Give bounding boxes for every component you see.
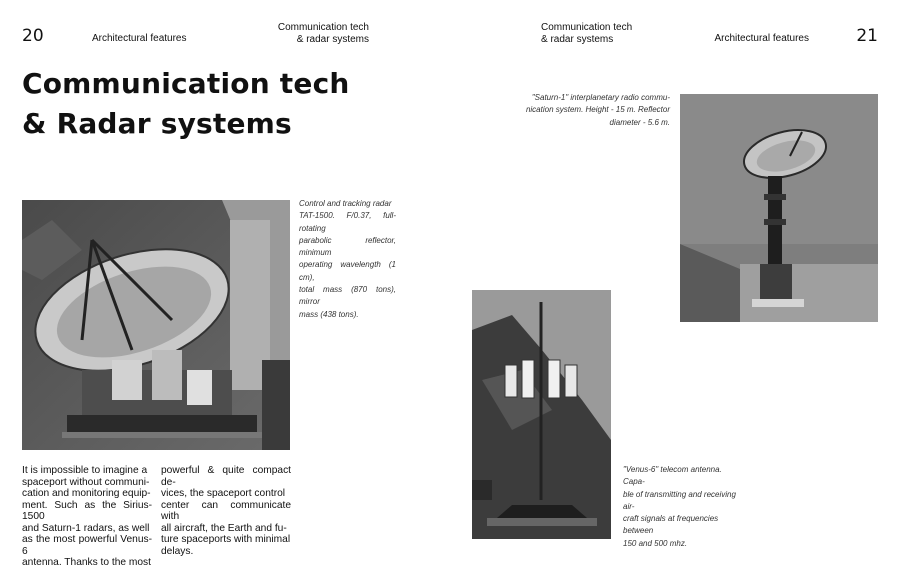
running-title-right-line-1: Communication tech <box>541 22 633 33</box>
venus-caption-line: 150 and 500 mhz. <box>623 538 688 548</box>
saturn-caption-line: nication system. Height - 15 m. Reflector <box>525 105 670 115</box>
saturn-photo <box>680 94 878 322</box>
body-line: delays. <box>161 545 194 557</box>
page-number-right: 21 <box>856 26 878 46</box>
venus-photo <box>472 290 611 539</box>
body-text-column-1 <box>22 465 152 569</box>
running-title-left <box>220 22 369 46</box>
body-line: spaceport without communi- <box>22 476 150 488</box>
radar-caption-line: TAT-1500. F/0.37, full-rotating <box>299 211 396 233</box>
venus-caption-line: "Venus-6" telecom antenna. Capa- <box>623 465 722 487</box>
body-line: and Saturn-1 radars, as well <box>22 522 150 534</box>
running-title-left-line-1: Communication tech <box>277 22 369 33</box>
venus-photo-caption <box>623 464 745 550</box>
venus-caption-line: ble of transmitting and receiving air- <box>623 489 736 511</box>
body-line: center can communicate with <box>161 499 291 522</box>
saturn-photo-image <box>680 94 878 322</box>
radar-photo <box>22 200 290 450</box>
body-line: as the most powerful Venus-6 <box>22 534 152 557</box>
page-number-left: 20 <box>22 26 44 46</box>
venus-caption-line: craft signals at frequencies between <box>623 514 719 536</box>
radar-photo-image <box>22 200 290 450</box>
venus-photo-image <box>472 290 611 539</box>
body-line: antenna. Thanks to the most <box>22 557 151 568</box>
section-label-right: Architectural features <box>714 33 809 44</box>
radar-caption-line: Control and tracking radar <box>299 199 392 208</box>
radar-caption-line: total mass (870 tons), mirror <box>299 285 396 307</box>
body-line: ture spaceports with minimal <box>161 534 291 545</box>
body-text-column-2 <box>161 465 291 557</box>
body-line: powerful & quite compact de- <box>161 465 291 488</box>
radar-photo-caption <box>299 198 396 321</box>
page-title-line-1: Communication tech <box>22 67 350 100</box>
body-line: It is impossible to imagine a <box>22 465 148 476</box>
running-title-right-line-2: & radar systems <box>541 34 614 45</box>
saturn-caption-line: "Saturn-1" interplanetary radio commu- <box>531 93 670 102</box>
saturn-photo-caption <box>520 92 670 129</box>
page-title <box>22 64 350 144</box>
radar-caption-line: mass (438 tons). <box>299 309 359 319</box>
body-line: ment. Such as the Sirius-1500 <box>22 499 152 522</box>
page-title-line-2: & Radar systems <box>22 107 292 140</box>
body-line: vices, the spaceport control <box>161 488 286 499</box>
radar-caption-line: operating wavelength (1 cm), <box>299 260 396 282</box>
section-label-left: Architectural features <box>92 33 187 44</box>
body-line: cation and monitoring equip- <box>22 488 151 499</box>
radar-caption-line: parabolic reflector, minimum <box>299 235 396 258</box>
running-title-right <box>541 22 632 46</box>
saturn-caption-line: diameter - 5.6 m. <box>609 117 670 127</box>
running-title-left-line-2: & radar systems <box>296 34 369 45</box>
body-line: all aircraft, the Earth and fu- <box>161 522 287 534</box>
